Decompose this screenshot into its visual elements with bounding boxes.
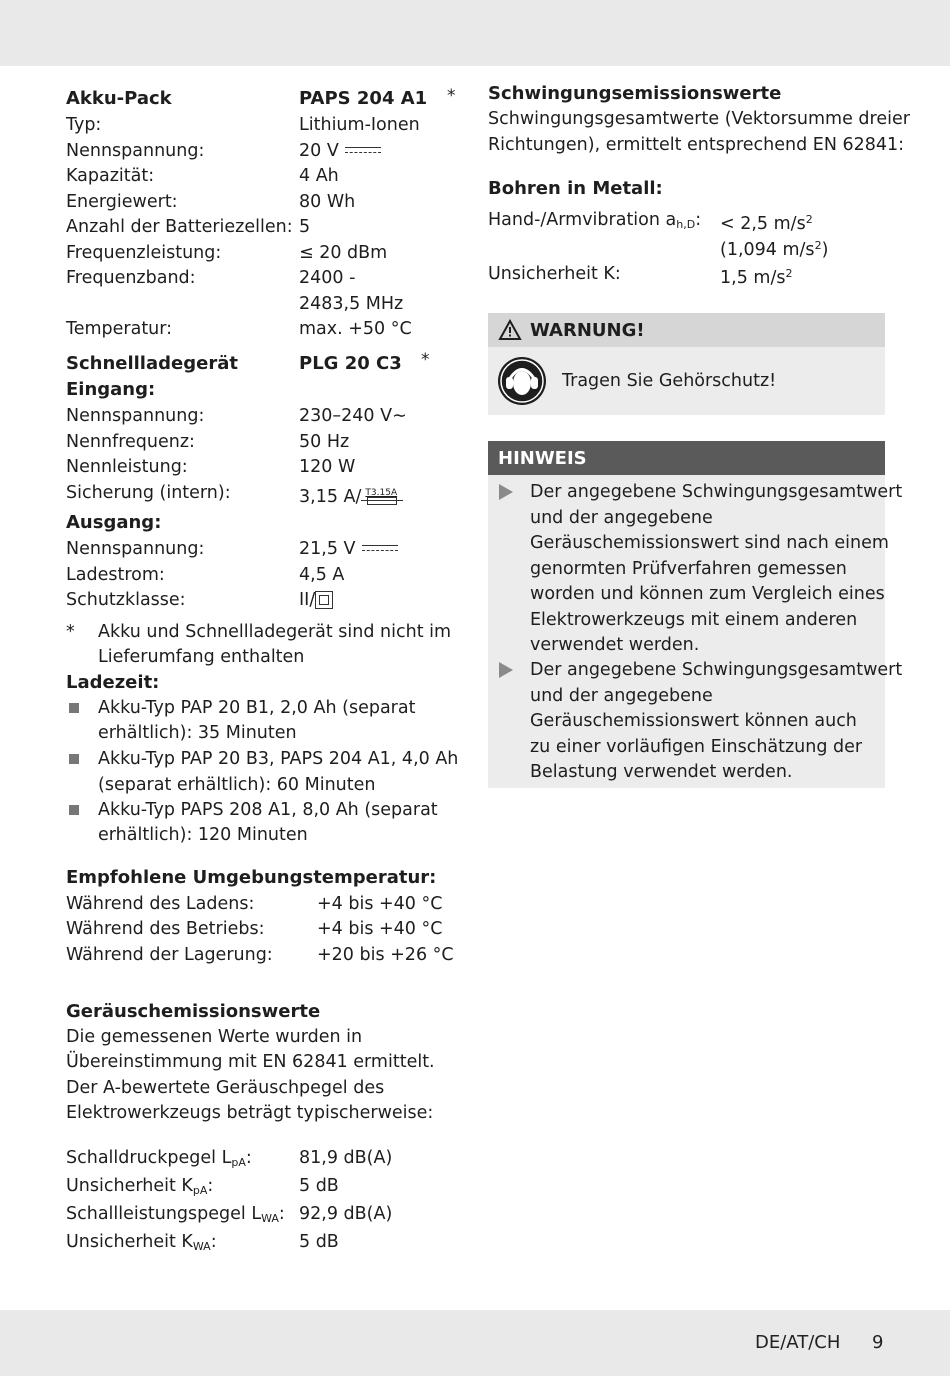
footnote-line: Akku und Schnellladegerät sind nicht im xyxy=(98,622,452,642)
spec-label: Frequenzband: xyxy=(66,268,196,288)
dc-symbol-icon xyxy=(362,544,398,554)
temperatur-title: Empfohlene Umgebungstemperatur: xyxy=(66,867,437,888)
spec-value: 5 dB xyxy=(299,1176,339,1196)
header-band xyxy=(0,0,950,66)
list-item: erhältlich): 35 Minuten xyxy=(98,723,297,743)
lader-model: PLG 20 C3 xyxy=(299,353,402,374)
spec-value: < 2,5 $m/s^2$ xyxy=(720,213,813,234)
spec-value: 120 W xyxy=(299,457,356,477)
spec-value-fuse: 3,15 A/ T3.15A xyxy=(299,486,403,508)
ladezeit-title: Ladezeit: xyxy=(66,672,160,693)
spec-label: Nennleistung: xyxy=(66,457,188,477)
spec-label: Typ: xyxy=(66,115,102,135)
warning-triangle-icon xyxy=(498,319,522,341)
bullet-arrow-icon xyxy=(499,484,513,500)
paragraph-line: Schwingungsgesamtwerte (Vektorsumme dreier xyxy=(488,109,910,129)
spec-value: +20 bis +26 °C xyxy=(317,945,454,965)
bullet-arrow-icon xyxy=(499,662,513,678)
spec-label: Während des Ladens: xyxy=(66,894,255,914)
list-item: Akku-Typ PAPS 208 A1, 8,0 Ah (separat xyxy=(98,800,438,820)
dc-symbol-icon xyxy=(345,146,381,156)
spec-label: Schalldruckpegel $L_{pA}$: xyxy=(66,1148,252,1169)
spec-label: Während des Betriebs: xyxy=(66,919,265,939)
bullet-square-icon xyxy=(69,805,79,815)
spec-label: Frequenzleistung: xyxy=(66,243,222,263)
spec-label: Nennfrequenz: xyxy=(66,432,195,452)
spec-label: Während der Lagerung: xyxy=(66,945,273,965)
spec-value: 4 Ah xyxy=(299,166,339,186)
spec-value: 2400 - xyxy=(299,268,356,288)
spec-label: Schutzklasse: xyxy=(66,590,186,610)
list-item: (separat erhältlich): 60 Minuten xyxy=(98,775,376,795)
list-item: Akku-Typ PAP 20 B1, 2,0 Ah (separat xyxy=(98,698,416,718)
spec-value: 5 dB xyxy=(299,1232,339,1252)
spec-value: 230–240 V∼ xyxy=(299,406,407,426)
bohren-title: Bohren in Metall: xyxy=(488,178,663,199)
footer-region: DE/AT/CH xyxy=(755,1332,841,1353)
page-number: 9 xyxy=(872,1332,884,1353)
spec-value: +4 bis +40 °C xyxy=(317,919,443,939)
spec-label: Unsicherheit K: xyxy=(488,264,621,284)
spec-value: ≤ 20 dBm xyxy=(299,243,388,263)
spec-value: +4 bis +40 °C xyxy=(317,894,443,914)
akku-star: * xyxy=(447,86,456,106)
warning-text: Tragen Sie Gehörschutz! xyxy=(562,371,777,391)
spec-label: Nennspannung: xyxy=(66,141,205,161)
footnote-line: Lieferumfang enthalten xyxy=(98,647,305,667)
spec-label: Unsicherheit $K_{WA}$: xyxy=(66,1232,217,1253)
schwingung-title: Schwingungsemissionswerte xyxy=(488,83,782,104)
spec-label: Schallleistungspegel $L_{WA}$: xyxy=(66,1204,285,1225)
akku-title: Akku-Pack xyxy=(66,88,172,109)
spec-value-voltage: 20 V xyxy=(299,140,381,162)
spec-label: Nennspannung: xyxy=(66,539,205,559)
paragraph-line: Die gemessenen Werte wurden in xyxy=(66,1027,363,1047)
spec-value: Lithium-Ionen xyxy=(299,115,420,135)
bullet-square-icon xyxy=(69,703,79,713)
paragraph-line: Übereinstimmung mit EN 62841 ermittelt. xyxy=(66,1052,435,1072)
paragraph-line: Richtungen), ermittelt entsprechend EN 62841: xyxy=(488,135,905,155)
spec-label: Hand-/Armvibration $a_{h,D}$: xyxy=(488,210,702,231)
spec-label: Unsicherheit $K_{pA}$: xyxy=(66,1176,214,1197)
eingang-title: Eingang: xyxy=(66,379,156,400)
warning-title: WARNUNG! xyxy=(530,320,645,341)
hinweis-item: Der angegebene Schwingungsgesamtwert und der angegebene Geräuschemissionswert sind nach einem genormten Prüfverfahren gemessen worden und können zum Vergleich eines Elektrowerkzeugs mit einem anderen verwendet werden. xyxy=(530,482,903,655)
spec-value-voltage: 21,5 V xyxy=(299,538,398,560)
spec-value: 81,9 dB(A) xyxy=(299,1148,393,1168)
paragraph-line: Der A-bewertete Geräuschpegel des xyxy=(66,1078,385,1098)
spec-value: (1,094 $m/s^2$) xyxy=(720,239,829,260)
lader-star: * xyxy=(421,350,430,370)
spec-value: 4,5 A xyxy=(299,565,345,585)
akku-model: PAPS 204 A1 xyxy=(299,88,428,109)
hinweis-title: HINWEIS xyxy=(498,448,587,469)
protection-class-icon xyxy=(315,591,333,609)
spec-value: max. +50 °C xyxy=(299,319,412,339)
footnote-mark: * xyxy=(66,622,75,642)
spec-label: Kapazität: xyxy=(66,166,155,186)
spec-label: Sicherung (intern): xyxy=(66,483,231,503)
spec-value: 80 Wh xyxy=(299,192,356,212)
spec-label: Energiewert: xyxy=(66,192,178,212)
list-item: Akku-Typ PAP 20 B3, PAPS 204 A1, 4,0 Ah xyxy=(98,749,459,769)
spec-label: Temperatur: xyxy=(66,319,173,339)
spec-value: 2483,5 MHz xyxy=(299,294,404,314)
paragraph-line: Elektrowerkzeugs beträgt typischerweise: xyxy=(66,1103,434,1123)
ear-protection-icon xyxy=(497,356,547,406)
spec-label: Nennspannung: xyxy=(66,406,205,426)
spec-value-class: II/ xyxy=(299,589,333,611)
fuse-symbol-icon: T3.15A xyxy=(361,486,403,508)
ausgang-title: Ausgang: xyxy=(66,512,162,533)
list-item: erhältlich): 120 Minuten xyxy=(98,825,308,845)
hinweis-item: Der angegebene Schwingungsgesamtwert und der angegebene Geräuschemissionswert können auch zu einer vorläufigen Einschätzung der Belastung verwendet werden. xyxy=(530,660,903,782)
lader-title: Schnellladegerät xyxy=(66,353,238,374)
spec-value: 50 Hz xyxy=(299,432,350,452)
spec-label: Anzahl der Batteriezellen: xyxy=(66,217,293,237)
geraeusch-title: Geräuschemissionswerte xyxy=(66,1001,321,1022)
spec-value: 1,5 $m/s^2$ xyxy=(720,267,793,288)
bullet-square-icon xyxy=(69,754,79,764)
spec-label: Ladestrom: xyxy=(66,565,165,585)
spec-value: 5 xyxy=(299,217,311,237)
spec-value: 92,9 dB(A) xyxy=(299,1204,393,1224)
